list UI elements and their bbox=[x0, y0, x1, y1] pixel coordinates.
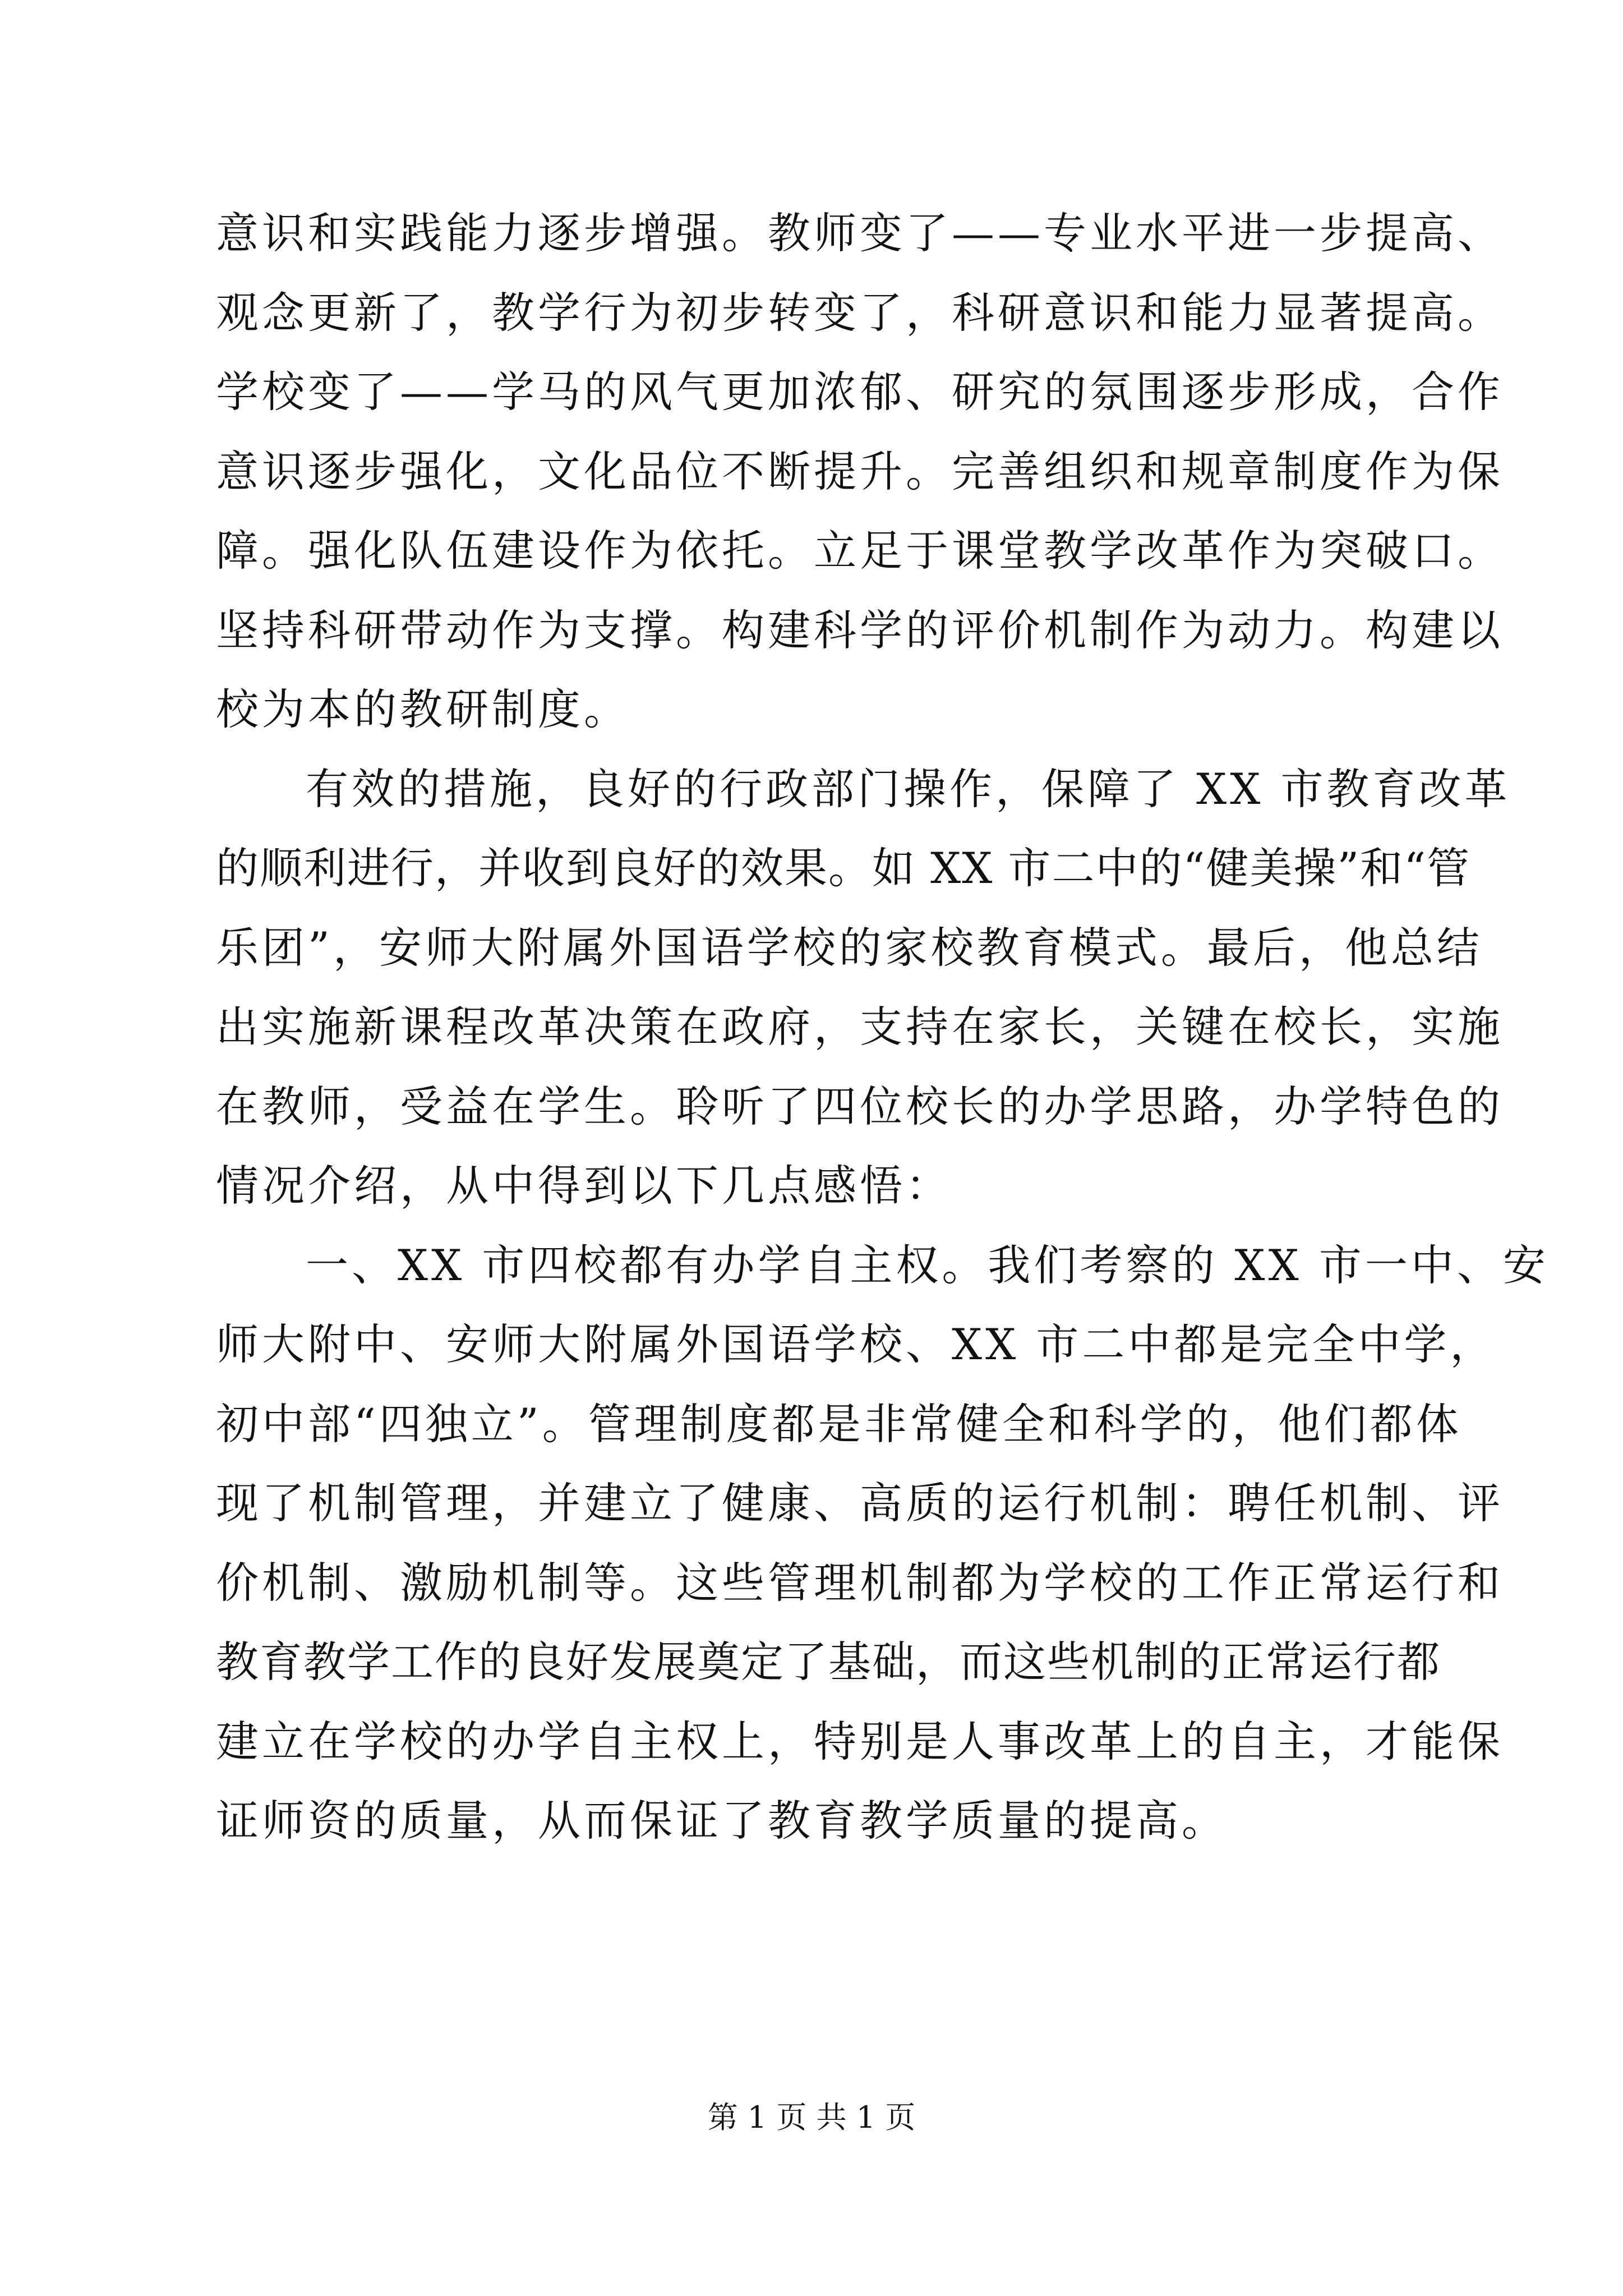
paragraph-first-line: 有效的措施，良好的行政部门操作，保障了 XX 市教育改革 bbox=[306, 763, 1511, 814]
text-line: 情况介绍，从中得到以下几点感悟： bbox=[216, 1161, 952, 1211]
text-line: 建立在学校的办学自主权上，特别是人事改革上的自主，才能保 bbox=[216, 1716, 1504, 1766]
text-line: 出实施新课程改革决策在政府，支持在家长，关键在校长，实施 bbox=[216, 1002, 1504, 1052]
text-line: 师大附中、安师大附属外国语学校、XX 市二中都是完全中学， bbox=[216, 1319, 1496, 1369]
text-line: 现了机制管理，并建立了健康、高质的运行机制：聘任机制、评 bbox=[216, 1478, 1504, 1528]
body-text bbox=[216, 194, 1549, 1861]
paragraph-first-line: 一、XX 市四校都有办学自主权。我们考察的 XX 市一中、安 bbox=[306, 1240, 1549, 1290]
text-line: 学校变了——学马的风气更加浓郁、研究的氛围逐步形成，合作 bbox=[216, 367, 1504, 417]
text-line: 障。强化队伍建设作为依托。立足于课堂教学改革作为突破口。 bbox=[216, 526, 1504, 576]
text-line: 的顺利进行，并收到良好的效果。如 XX 市二中的“健美操”和“管 bbox=[216, 843, 1471, 893]
text-line: 乐团”，安师大附属外国语学校的家校教育模式。最后，他总结 bbox=[216, 922, 1483, 973]
text-line: 教育教学工作的良好发展奠定了基础，而这些机制的正常运行都 bbox=[216, 1637, 1441, 1687]
text-line: 在教师，受益在学生。聆听了四位校长的办学思路，办学特色的 bbox=[216, 1081, 1504, 1131]
text-line: 初中部“四独立”。管理制度都是非常健全和科学的，他们都体 bbox=[216, 1398, 1462, 1449]
text-line: 意识逐步强化，文化品位不断提升。完善组织和规章制度作为保 bbox=[216, 446, 1504, 496]
text-line: 意识和实践能力逐步增强。教师变了——专业水平进一步提高、 bbox=[216, 208, 1504, 258]
page-number-footer: 第 1 页 共 1 页 bbox=[707, 2100, 916, 2135]
text-line: 观念更新了，教学行为初步转变了，科研意识和能力显著提高。 bbox=[216, 287, 1504, 338]
text-line: 证师资的质量，从而保证了教育教学质量的提高。 bbox=[216, 1796, 1228, 1846]
text-line: 校为本的教研制度。 bbox=[216, 684, 630, 734]
text-line: 坚持科研带动作为支撑。构建科学的评价机制作为动力。构建以 bbox=[216, 605, 1504, 655]
text-line: 价机制、激励机制等。这些管理机制都为学校的工作正常运行和 bbox=[216, 1557, 1504, 1608]
